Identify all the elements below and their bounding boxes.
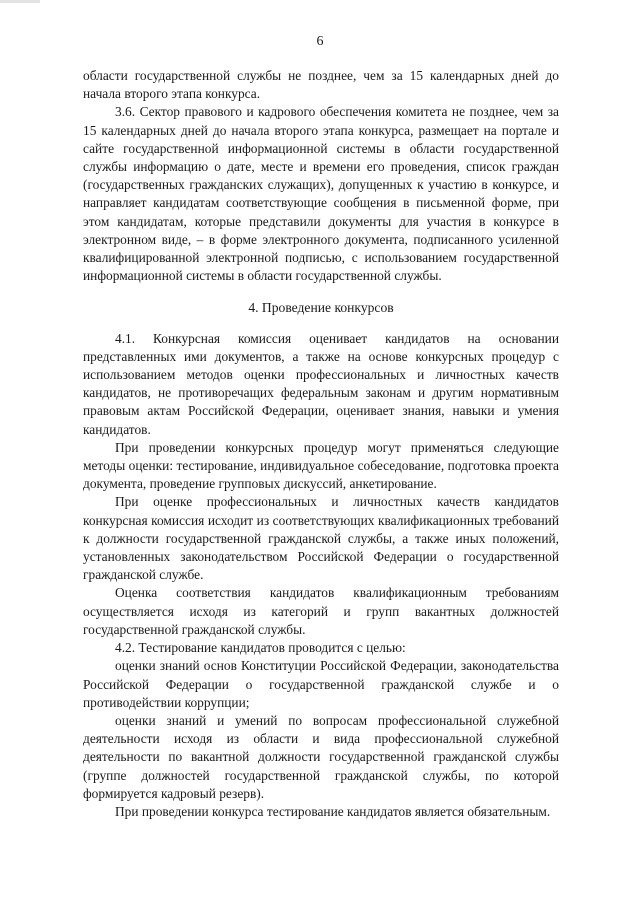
paragraph-4-2: 4.2. Тестирование кандидатов проводится с целью: bbox=[115, 640, 406, 656]
paragraph-qualification: Оценка соответствия кандидатов квалификационным требованиям осуществляется исходя из категорий и групп вакантных должностей государственной гражданской службы. bbox=[83, 585, 559, 637]
paragraph-mandatory: При проведении конкурса тестирование кандидатов является обязательным. bbox=[115, 803, 551, 819]
section-heading: 4. Проведение конкурсов bbox=[248, 300, 394, 316]
document-body bbox=[83, 67, 559, 821]
paragraph-continuation: области государственной службы не позднее, чем за 15 календарных дней до начала второго этапа конкурса. bbox=[83, 68, 559, 102]
scan-artifact bbox=[0, 0, 40, 3]
paragraph-qualities: При оценке профессиональных и личностных качеств кандидатов конкурсная комиссия исходит из соответствующих квалификационных требований к должности государственной гражданской службы, а также иных положений, установленных законодательством Российской Федерации о государственной гражданской службе. bbox=[83, 494, 559, 583]
paragraph-methods: При проведении конкурсных процедур могут применяться следующие методы оценки: тестирование, индивидуальное собеседование, подготовка проекта документа, проведение групповых дискуссий, анкетирование. bbox=[83, 439, 559, 492]
paragraph-constitution: оценки знаний основ Конституции Российской Федерации, законодательства Российской Федерации о государственной гражданской службе и о противодействии коррупции; bbox=[83, 658, 559, 710]
paragraph-professional: оценки знаний и умений по вопросам профессиональной служебной деятельности исходя из области и вида профессиональной служебной деятельности по вакантной должности государственной гражданской службы (группе должностей государственной гражданской службы, по которой формируется кадровый резерв). bbox=[83, 712, 559, 801]
page-number: 6 bbox=[316, 34, 324, 49]
paragraph-4-1: 4.1. Конкурсная комиссия оценивает кандидатов на основании представленных ими документов, а также на основе конкурсных процедур с использованием методов оценки профессиональных и личностных качеств кандидатов, не противоречащих федеральным законам и другим нормативным правовым актам Российской Федерации, оценивает знания, навыки и умения кандидатов. bbox=[83, 330, 559, 437]
paragraph-3-6: 3.6. Сектор правового и кадрового обеспечения комитета не позднее, чем за 15 календарных дней до начала второго этапа конкурса, размещает на портале и сайте государственной информационной системы в области государственной службы информацию о дате, месте и времени его проведения, список граждан (государственных гражданских служащих), допущенных к участию в конкурсе, и направляет кандидатам соответствующие сообщения в письменной форме, при этом кандидатам, которые представили документы для участия в конкурсе в электронном виде, – в форме электронного документа, подписанного усиленной квалифицированной электронной подписью, с использованием государственной информационной системы в области государственной службы. bbox=[83, 104, 559, 284]
